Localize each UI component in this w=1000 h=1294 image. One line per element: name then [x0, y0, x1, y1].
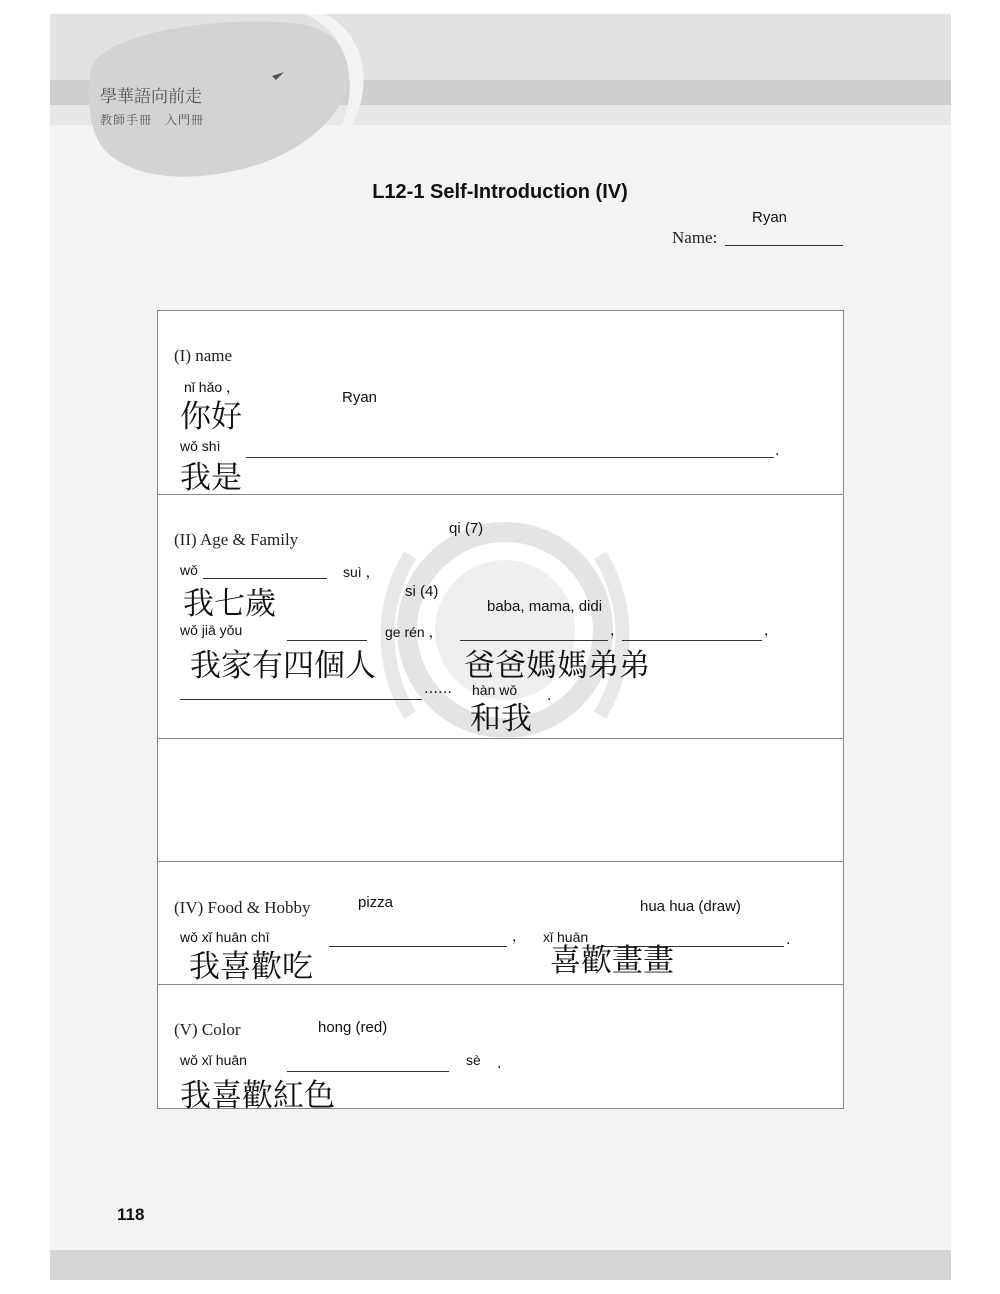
pinyin-se: sè [466, 1052, 481, 1068]
period: . [775, 443, 780, 459]
page-number: 118 [117, 1205, 145, 1224]
pinyin-wo-xi-huan: wǒ xǐ huān [180, 1052, 247, 1068]
answer-line [329, 946, 507, 947]
footer-band [50, 1250, 951, 1280]
answer-line [246, 457, 774, 458]
name-underline [725, 245, 843, 246]
answer-name[interactable]: Ryan [342, 389, 378, 406]
period: . [547, 688, 552, 704]
name-label: Name: [672, 228, 718, 247]
hanzi-he-wo: 和我 [470, 701, 532, 737]
section-heading: (I) name [174, 346, 233, 365]
hanzi-ni-hao: 你好 [180, 399, 242, 435]
hanzi-family-members: 爸爸媽媽弟弟 [464, 648, 650, 684]
pinyin-he-wo: hàn wǒ [472, 682, 518, 698]
series-subtitle: 教師手冊 入門冊 [100, 113, 205, 127]
comma: ， [610, 623, 624, 639]
section-divider [157, 494, 844, 495]
series-title: 學華語向前走 [100, 87, 202, 107]
section-heading: (II) Age & Family [174, 530, 299, 549]
pinyin-wo-jia-you: wǒ jiā yǒu [180, 622, 243, 638]
section-divider [157, 861, 844, 862]
section-heading: (IV) Food & Hobby [174, 898, 311, 917]
answer-line [180, 699, 422, 700]
hanzi-wo-shi: 我是 [180, 460, 242, 496]
answer-age[interactable]: qi (7) [449, 520, 484, 537]
period: . [786, 932, 791, 948]
pinyin-wo-xi-huan-chi: wǒ xǐ huān chī [180, 929, 270, 945]
comma: ， [512, 929, 526, 945]
period: . [497, 1056, 502, 1072]
pinyin-xi-huan: xǐ huān [543, 929, 589, 945]
page-title: L12-1 Self-Introduction (IV) [372, 181, 628, 203]
section-heading: (V) Color [174, 1020, 241, 1039]
hanzi-food: 我喜歡吃 [189, 949, 313, 985]
hanzi-color: 我喜歡紅色 [180, 1078, 335, 1114]
pinyin-ni-hao: nǐ hǎo ， [184, 379, 241, 395]
answer-family-members[interactable]: baba, mama, didi [487, 598, 603, 615]
hanzi-hobby: 喜歡畫畫 [550, 943, 674, 979]
ellipsis: …… [424, 681, 452, 697]
answer-color[interactable]: hong (red) [318, 1019, 388, 1036]
answer-family-count[interactable]: si (4) [405, 583, 439, 600]
name-answer[interactable]: Ryan [752, 209, 788, 226]
pinyin-ge-ren: ge rén ， [385, 624, 443, 640]
pinyin-sui: suì ， [343, 564, 380, 580]
pinyin-wo: wǒ [180, 562, 198, 578]
answer-food[interactable]: pizza [358, 894, 394, 911]
answer-hobby[interactable]: hua hua (draw) [640, 898, 741, 915]
hanzi-age: 我七歲 [183, 586, 276, 622]
pinyin-wo-shi: wǒ shì [180, 438, 221, 454]
hanzi-family: 我家有四個人 [190, 648, 376, 684]
comma: ， [764, 623, 778, 639]
